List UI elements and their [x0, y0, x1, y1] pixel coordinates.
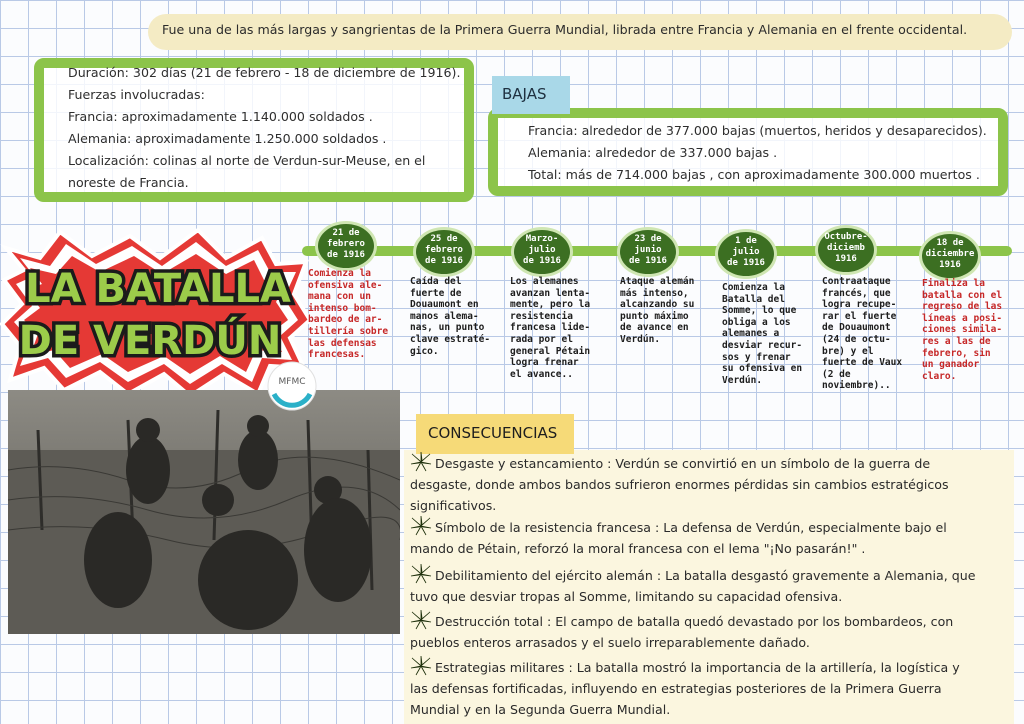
- timeline-text-line: alemanes a: [722, 328, 780, 340]
- timeline-text-line: general Pétain: [510, 345, 591, 357]
- timeline-text-line: nas, un punto: [410, 322, 485, 334]
- timeline-text-line: Verdún.: [722, 374, 763, 386]
- timeline-text-line: noviembre)..: [822, 380, 891, 392]
- timeline-text-line: Comienza la: [308, 268, 371, 279]
- consequence-line: [410, 656, 1000, 678]
- timeline-text-line: el avance..: [510, 368, 573, 380]
- fact-germany: Alemania: aproximadamente 1.250.000 soldados .: [68, 131, 387, 146]
- timeline-text-line: Somme, lo que: [722, 305, 797, 317]
- timeline-text-line: gico.: [410, 345, 439, 357]
- timeline-text-line: resistencia: [510, 310, 573, 322]
- consequence-text: Destrucción total : El campo de batalla quedó devastado por los bombardeos, con: [435, 614, 954, 629]
- timeline-text-line: rar el fuerte: [822, 310, 897, 322]
- timeline-date-line: 1916: [835, 254, 857, 264]
- timeline-text-line: febrero, sin: [922, 347, 991, 359]
- timeline-text-7: [922, 278, 1020, 382]
- bajas-label: BAJAS: [492, 76, 570, 114]
- timeline-text-line: logra frenar: [510, 357, 579, 369]
- timeline-date-line: de 1916: [523, 256, 561, 266]
- title-line2: DE VERDÚN: [18, 318, 282, 364]
- timeline-text-line: logra recupe-: [822, 299, 897, 311]
- timeline-text-line: Los alemanes: [510, 276, 579, 287]
- timeline-date-line: julio: [528, 245, 556, 255]
- timeline-date-line: Marzo-: [525, 234, 559, 244]
- timeline-text-line: de avance en: [620, 322, 689, 334]
- consequence-line: significativos.: [410, 498, 497, 513]
- timeline-text-line: Douaumont en: [410, 299, 479, 311]
- consequence-line: mando de Pétain, reforzó la moral francesa con el lema "¡No pasarán!" .: [410, 541, 866, 556]
- fact-france: Francia: aproximadamente 1.140.000 soldados .: [68, 109, 373, 124]
- timeline-date-line: de 1916: [629, 256, 667, 266]
- timeline-date-line: junio: [634, 245, 662, 255]
- consequence-line: [410, 564, 1000, 586]
- timeline-text-line: francesas.: [308, 349, 366, 361]
- consequences-label: CONSECUENCIAS: [416, 414, 574, 454]
- fact-duration: Duración: 302 días (21 de febrero - 18 de diciembre de 1916).: [68, 65, 461, 80]
- timeline-date-line: de 1916: [727, 258, 765, 268]
- timeline-text-line: un ganador: [922, 359, 980, 371]
- svg-text:MFMC: MFMC: [278, 377, 306, 387]
- consequence-text: Debilitamiento del ejército alemán : La batalla desgastó gravemente a Alemania, que: [435, 568, 976, 583]
- timeline-node-3: [514, 230, 570, 274]
- facts-text: [68, 62, 468, 194]
- timeline-node-1: [318, 224, 374, 268]
- consequence-item-2: [410, 516, 1000, 559]
- timeline-text-3: [510, 276, 608, 380]
- battle-photo-image: [8, 390, 400, 634]
- timeline-date-line: 23 de: [634, 234, 662, 244]
- timeline-text-line: res a las de: [922, 335, 991, 347]
- timeline-text-line: claro.: [922, 370, 957, 382]
- leaf-icon: [410, 516, 432, 536]
- timeline-text-line: bardeo de ar-: [308, 314, 383, 326]
- timeline-text-line: regreso de las: [922, 301, 1003, 313]
- timeline-text-line: más intenso,: [620, 287, 689, 299]
- timeline-date-line: Octubre-: [824, 232, 868, 242]
- consequence-line: [410, 516, 1000, 538]
- leaf-icon: [410, 610, 432, 630]
- timeline-text-line: manos alema-: [410, 310, 479, 322]
- timeline-date-line: 25 de: [430, 234, 458, 244]
- timeline-text-line: ciones simila-: [922, 324, 1003, 336]
- timeline-text-2: [410, 276, 508, 357]
- timeline-text-line: alcanzando su: [620, 299, 695, 311]
- consequence-text: Desgaste y estancamiento : Verdún se convirtió en un símbolo de la guerra de: [435, 456, 931, 471]
- timeline-date-line: de 1916: [327, 250, 365, 260]
- timeline-text-line: Batalla del: [722, 293, 785, 305]
- timeline-node-7: [922, 234, 978, 278]
- intro-banner: Fue una de las más largas y sangrientas de la Primera Guerra Mundial, librada entre Francia y Alemania en el frente occidental.: [148, 14, 1012, 50]
- leaf-icon: [410, 452, 432, 472]
- title-text: [8, 250, 308, 374]
- leaf-icon: [410, 656, 432, 676]
- timeline-text-6: [822, 276, 920, 392]
- timeline-text-line: tillería sobre: [308, 325, 389, 337]
- consequence-text: Estrategias militares : La batalla mostró la importancia de la artillería, la logística y: [435, 660, 960, 675]
- timeline-node-5: [718, 232, 774, 276]
- battle-photo: [8, 390, 400, 634]
- title-lettering: [8, 250, 308, 370]
- timeline-node-4: [620, 230, 676, 274]
- timeline-text-line: intenso bom-: [308, 302, 377, 314]
- timeline-date-line: 1 de: [735, 236, 757, 246]
- timeline-text-line: batalla con el: [922, 289, 1003, 301]
- timeline-date-line: 1916: [939, 260, 961, 270]
- timeline-text-line: Finaliza la: [922, 278, 985, 289]
- consequence-line: pueblos enteros arrasados y el suelo irreparablemente dañado.: [410, 635, 810, 650]
- timeline-text-line: fuerte de: [410, 287, 462, 299]
- fact-location: Localización: colinas al norte de Verdun-sur-Meuse, en el: [68, 153, 426, 168]
- timeline-date-line: julio: [732, 247, 760, 257]
- mfmc-logo: [266, 360, 318, 412]
- timeline-text-line: rada por el: [510, 333, 573, 345]
- timeline-text-line: (24 de octu-: [822, 333, 891, 345]
- timeline-text-line: clave estraté-: [410, 333, 491, 345]
- bajas-germany: Alemania: alrededor de 337.000 bajas .: [528, 145, 778, 160]
- timeline-text-line: avanzan lenta-: [510, 287, 591, 299]
- timeline-text-line: obliga a los: [722, 316, 791, 328]
- timeline-text-line: fuerte de Vaux: [822, 357, 903, 369]
- timeline-text-line: de Douaumont: [822, 322, 891, 334]
- bajas-france: Francia: alrededor de 377.000 bajas (muertos, heridos y desaparecidos).: [528, 123, 987, 138]
- timeline-text-line: mana con un: [308, 291, 371, 303]
- timeline-text-line: Verdún.: [620, 333, 661, 345]
- timeline-text-line: Comienza la: [722, 282, 785, 293]
- timeline-text-line: líneas a posi-: [922, 312, 1003, 324]
- timeline-text-line: francesa lide-: [510, 322, 591, 334]
- timeline-date-line: 18 de: [936, 238, 964, 248]
- timeline-text-line: Caída del: [410, 276, 462, 287]
- timeline-text-line: mente, pero la: [510, 299, 591, 311]
- timeline-text-line: francés, que: [822, 287, 891, 299]
- timeline-node-6: [818, 228, 874, 272]
- consequence-item-3: [410, 564, 1000, 607]
- consequence-line: Mundial y en la Segunda Guerra Mundial.: [410, 702, 671, 717]
- timeline-text-line: punto máximo: [620, 310, 689, 322]
- consequence-text: Símbolo de la resistencia francesa : La defensa de Verdún, especialmente bajo el: [435, 520, 947, 535]
- timeline-date-line: febrero: [327, 239, 365, 249]
- title-line1: LA BATALLA: [25, 266, 291, 312]
- timeline-text-line: su ofensiva en: [722, 363, 803, 375]
- timeline-text-line: (2 de: [822, 368, 851, 380]
- consequence-item-4: [410, 610, 1000, 653]
- fact-forces: Fuerzas involucradas:: [68, 87, 205, 102]
- timeline-text-line: Ataque alemán: [620, 276, 695, 287]
- timeline-text-line: Contraataque: [822, 276, 891, 287]
- timeline-date-line: 21 de: [332, 228, 360, 238]
- consequence-line: [410, 610, 1000, 632]
- consequence-item-1: [410, 452, 1000, 516]
- consequence-line: tuvo que desviar tropas al Somme, limitando su capacidad ofensiva.: [410, 589, 843, 604]
- timeline-text-line: las defensas: [308, 337, 377, 349]
- timeline-date-line: de 1916: [425, 256, 463, 266]
- timeline-text-line: desviar recur-: [722, 339, 803, 351]
- timeline-text-1: [308, 268, 406, 361]
- consequence-line: [410, 452, 1000, 474]
- timeline-text-line: sos y frenar: [722, 351, 791, 363]
- timeline-date-line: diciembre: [925, 249, 975, 259]
- consequence-line: desgaste, donde ambos bandos sufrieron enormes pérdidas sin cambios estratégicos: [410, 477, 949, 492]
- consequence-line: las defensas fortificadas, influyendo en estrategias posteriores de la Primera Guerra: [410, 681, 942, 696]
- bajas-text: [528, 120, 998, 186]
- timeline-date-line: febrero: [425, 245, 463, 255]
- timeline-text-5: [722, 282, 820, 386]
- timeline-text-4: [620, 276, 718, 346]
- bajas-total: Total: más de 714.000 bajas , con aproximadamente 300.000 muertos .: [528, 167, 980, 182]
- timeline-text-line: ofensiva ale-: [308, 279, 383, 291]
- consequence-item-5: [410, 656, 1000, 720]
- timeline-text-line: bre) y el: [822, 345, 874, 357]
- leaf-icon: [410, 564, 432, 584]
- timeline-node-2: [416, 230, 472, 274]
- timeline-date-line: diciemb: [827, 243, 865, 253]
- fact-location-cont: noreste de Francia.: [68, 175, 189, 190]
